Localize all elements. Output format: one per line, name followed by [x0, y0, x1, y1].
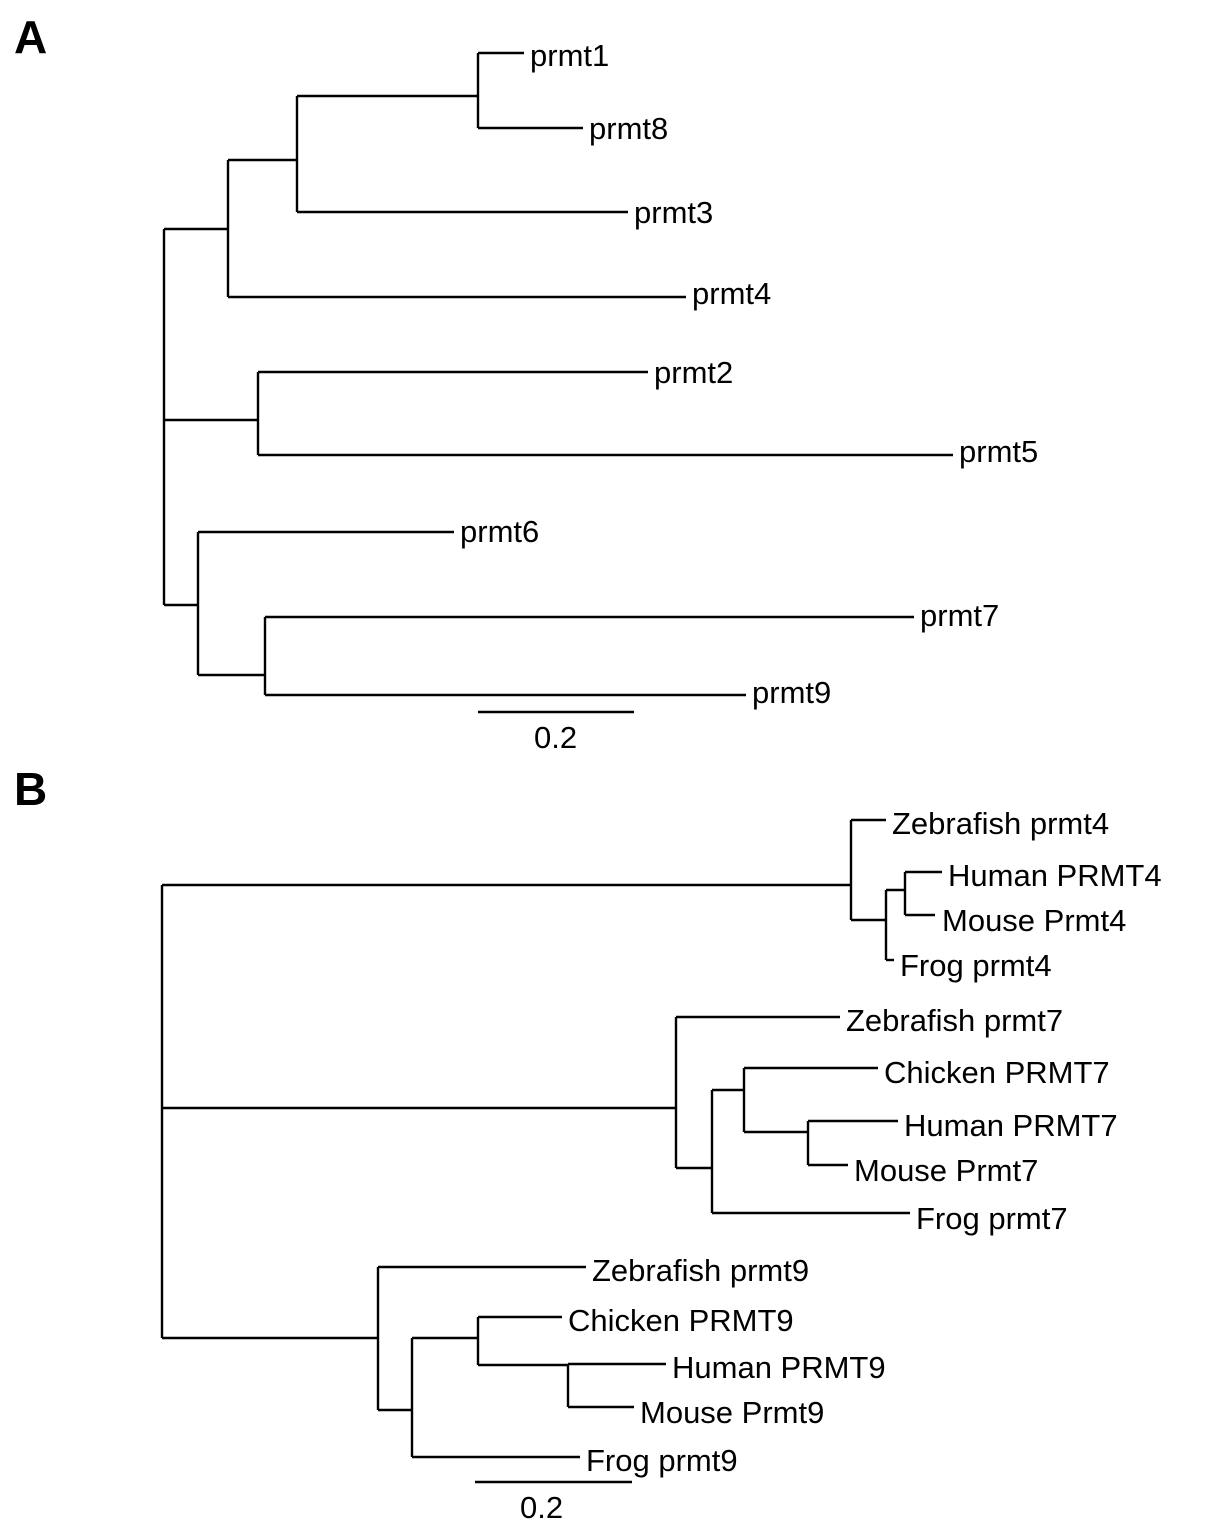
- tip-label-frog-prmt4: Frog prmt4: [900, 948, 1052, 983]
- tip-label-human-prmt7: Human PRMT7: [904, 1108, 1118, 1143]
- tip-label-prmt6: prmt6: [460, 514, 540, 549]
- scale-bar-label-b: 0.2: [520, 1490, 564, 1525]
- tip-label-prmt2: prmt2: [654, 355, 734, 390]
- tip-label-prmt9: prmt9: [752, 675, 832, 710]
- tip-label-prmt8: prmt8: [589, 111, 669, 146]
- panel-b: [0, 760, 1223, 1526]
- tip-label-mouse-prmt7: Mouse Prmt7: [854, 1153, 1039, 1188]
- tip-label-prmt3: prmt3: [634, 195, 714, 230]
- tip-label-zebrafish-prmt7: Zebrafish prmt7: [846, 1003, 1064, 1038]
- tip-label-frog-prmt9: Frog prmt9: [586, 1443, 738, 1478]
- tip-label-mouse-prmt4: Mouse Prmt4: [942, 903, 1127, 938]
- tip-label-prmt1: prmt1: [530, 38, 610, 73]
- panel-a-letter: A: [14, 11, 48, 63]
- tip-label-zebrafish-prmt4: Zebrafish prmt4: [892, 806, 1110, 841]
- tip-label-zebrafish-prmt9: Zebrafish prmt9: [592, 1253, 810, 1288]
- tip-label-human-prmt9: Human PRMT9: [672, 1350, 886, 1385]
- panel-a: [0, 0, 1223, 760]
- tip-label-chicken-prmt9: Chicken PRMT9: [568, 1303, 794, 1338]
- tip-label-prmt4: prmt4: [692, 276, 772, 311]
- scale-bar-label-a: 0.2: [534, 720, 578, 755]
- tip-label-prmt5: prmt5: [959, 434, 1039, 469]
- tip-label-frog-prmt7: Frog prmt7: [916, 1201, 1068, 1236]
- tip-label-mouse-prmt9: Mouse Prmt9: [640, 1395, 825, 1430]
- tip-label-prmt7: prmt7: [920, 598, 1000, 633]
- tip-label-human-prmt4: Human PRMT4: [948, 858, 1162, 893]
- panel-b-letter: B: [14, 763, 48, 815]
- tip-label-chicken-prmt7: Chicken PRMT7: [884, 1055, 1110, 1090]
